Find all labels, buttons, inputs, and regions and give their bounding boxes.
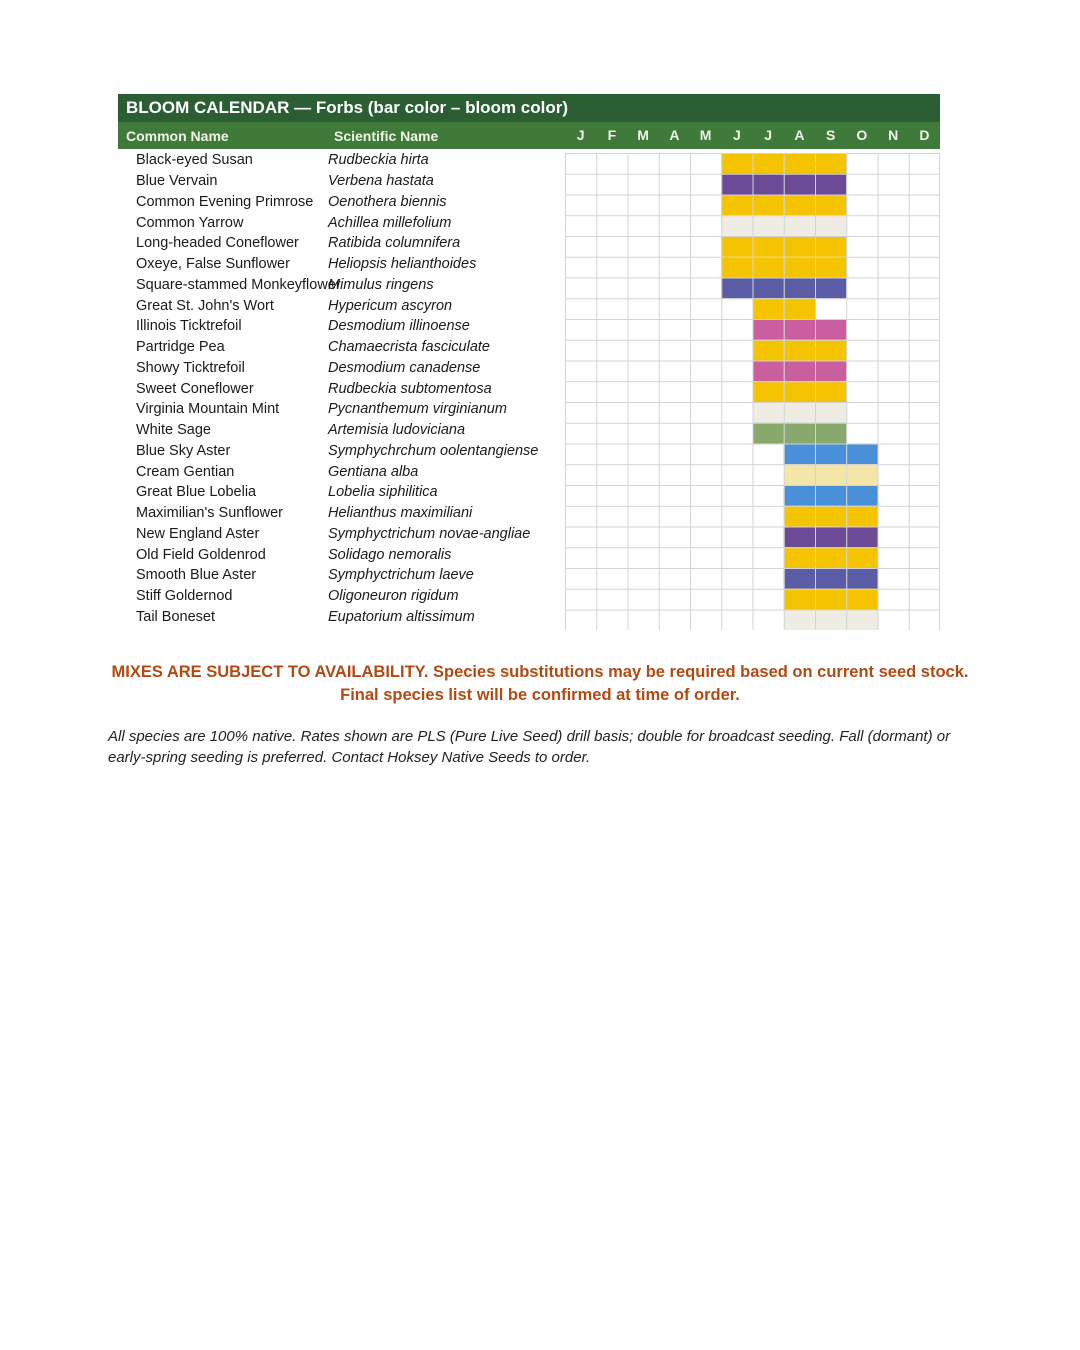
species-row: [118, 358, 565, 379]
month-header: A: [669, 127, 680, 143]
bloom-cell: [721, 174, 752, 195]
calendar-title: BLOOM CALENDAR — Forbs (bar color – bloom color): [118, 94, 940, 122]
bloom-cell: [784, 361, 815, 382]
species-row: [118, 254, 565, 275]
month-header: M: [699, 127, 712, 143]
month-header: O: [856, 127, 868, 143]
bloom-cell: [721, 153, 752, 174]
bloom-cell: [784, 381, 815, 402]
bloom-cell: [753, 195, 784, 216]
bloom-cell: [846, 589, 877, 610]
bloom-cell: [815, 257, 846, 278]
bloom-cell: [815, 381, 846, 402]
bloom-cell: [753, 153, 784, 174]
bloom-cell: [753, 381, 784, 402]
month-header: J: [764, 127, 773, 143]
bloom-cell: [784, 568, 815, 589]
common-name: Partridge Pea: [136, 339, 225, 356]
bloom-cell: [784, 444, 815, 465]
bloom-cell: [846, 506, 877, 527]
scientific-name: Ratibida columnifera: [328, 235, 461, 252]
bloom-cell: [815, 215, 846, 236]
scientific-name-header: Scientific Name: [334, 127, 439, 144]
bloom-cell: [784, 298, 815, 319]
species-row: [118, 503, 565, 524]
bloom-cell: [815, 195, 846, 216]
common-name: Great St. John's Wort: [136, 297, 274, 314]
bloom-cell: [753, 278, 784, 299]
common-name: Square-stammed Monkeyflower: [136, 276, 341, 293]
scientific-name: Pycnanthemum virginianum: [328, 401, 507, 418]
scientific-name: Gentiana alba: [328, 463, 419, 480]
scientific-name: Hypericum ascyron: [328, 297, 453, 314]
bloom-calendar: [118, 94, 940, 630]
bloom-cell: [815, 464, 846, 485]
species-row: [118, 565, 565, 586]
bloom-cell: [784, 278, 815, 299]
species-row: [118, 212, 565, 233]
bloom-cell: [784, 174, 815, 195]
bloom-cell: [784, 506, 815, 527]
bloom-cell: [815, 361, 846, 382]
bloom-cell: [815, 527, 846, 548]
scientific-name: Oenothera biennis: [328, 193, 447, 210]
bloom-cell: [721, 278, 752, 299]
bloom-cell: [784, 195, 815, 216]
bloom-cell: [815, 236, 846, 257]
bloom-cell: [815, 547, 846, 568]
common-name: Showy Ticktrefoil: [136, 359, 245, 376]
species-row: [118, 441, 565, 462]
month-header: J: [732, 127, 741, 143]
common-name: Oxeye, False Sunflower: [136, 256, 290, 273]
month-header: F: [607, 127, 617, 143]
species-row: [118, 482, 565, 503]
species-row: [118, 150, 565, 171]
bloom-cell: [753, 174, 784, 195]
scientific-name: Heliopsis helianthoides: [328, 256, 477, 273]
bloom-cell: [753, 257, 784, 278]
bloom-grid: [565, 153, 940, 630]
scientific-name: Rudbeckia subtomentosa: [328, 380, 492, 397]
common-name: Tail Boneset: [136, 608, 215, 625]
bloom-cell: [784, 257, 815, 278]
bloom-cell: [784, 485, 815, 506]
bloom-cell: [753, 319, 784, 340]
bloom-cell: [784, 464, 815, 485]
species-row: [118, 420, 565, 441]
month-header: S: [825, 127, 836, 143]
common-name: Great Blue Lobelia: [136, 484, 257, 501]
species-list: [118, 150, 565, 630]
bloom-cell: [784, 236, 815, 257]
bloom-cell: [753, 423, 784, 444]
bloom-cell: [721, 236, 752, 257]
species-row: [118, 607, 565, 628]
bloom-cell: [753, 298, 784, 319]
bloom-cell: [815, 319, 846, 340]
scientific-name: Lobelia siphilitica: [328, 484, 438, 501]
scientific-name: Symphyctrichum novae-angliae: [328, 525, 531, 542]
bloom-cell: [846, 547, 877, 568]
bloom-cell: [721, 195, 752, 216]
scientific-name: Symphyctrichum laeve: [328, 567, 474, 584]
bloom-cell: [815, 610, 846, 631]
common-name: Common Yarrow: [136, 214, 244, 231]
common-name: Sweet Coneflower: [136, 380, 254, 397]
scientific-name: Achillea millefolium: [328, 214, 452, 231]
bloom-cell: [815, 340, 846, 361]
calendar-body: [118, 150, 940, 630]
common-name: Black-eyed Susan: [136, 152, 253, 169]
bloom-cell: [784, 319, 815, 340]
species-row: [118, 461, 565, 482]
common-name: Cream Gentian: [136, 463, 235, 480]
species-row: [118, 337, 565, 358]
species-row: [118, 586, 565, 607]
bloom-cell: [784, 547, 815, 568]
scientific-name: Verbena hastata: [328, 173, 434, 190]
common-name: Old Field Goldenrod: [136, 546, 266, 563]
month-headers: [565, 122, 940, 149]
species-row: [118, 544, 565, 565]
scientific-name: Oligoneuron rigidum: [328, 588, 459, 605]
native-species-footnote: All species are 100% native. Rates shown are PLS (Pure Live Seed) drill basis; double for broadcast seeding. Fall (dormant) or early-spring seeding is preferred. Contact Hoksey Native Seeds to order.: [108, 728, 951, 766]
month-header: A: [794, 127, 805, 143]
bloom-cell: [815, 402, 846, 423]
bloom-cell: [784, 215, 815, 236]
bloom-cell: [784, 153, 815, 174]
bloom-cell: [753, 215, 784, 236]
bloom-cell: [815, 278, 846, 299]
bloom-cell: [753, 340, 784, 361]
bloom-cell: [784, 340, 815, 361]
common-name: Smooth Blue Aster: [136, 567, 257, 584]
common-name: Stiff Goldernod: [136, 588, 233, 605]
common-name: New England Aster: [136, 525, 260, 542]
bloom-cell: [815, 444, 846, 465]
species-row: [118, 378, 565, 399]
scientific-name: Eupatorium altissimum: [328, 608, 475, 625]
bloom-cell: [784, 610, 815, 631]
species-row: [118, 524, 565, 545]
scientific-name: Solidago nemoralis: [328, 546, 452, 563]
scientific-name: Symphychrchum oolentangiense: [328, 442, 539, 459]
scientific-name: Rudbeckia hirta: [328, 152, 429, 169]
bloom-cell: [815, 568, 846, 589]
bloom-cell: [784, 589, 815, 610]
availability-notice: MIXES ARE SUBJECT TO AVAILABILITY. Species substitutions may be required based on current seed stock. Final species list will be confirmed at time of order.: [111, 663, 969, 704]
scientific-name: Mimulus ringens: [328, 276, 434, 293]
bloom-cell: [846, 485, 877, 506]
month-header: M: [637, 127, 649, 143]
species-row: [118, 233, 565, 254]
bloom-cell: [846, 464, 877, 485]
bloom-cell: [815, 506, 846, 527]
common-name: White Sage: [136, 422, 211, 439]
species-row: [118, 316, 565, 337]
bloom-grid-wrap: [565, 150, 940, 630]
bloom-cell: [815, 589, 846, 610]
scientific-name: Artemisia ludoviciana: [328, 422, 466, 439]
scientific-name: Desmodium canadense: [328, 359, 481, 376]
bloom-cell: [846, 444, 877, 465]
bloom-cell: [815, 423, 846, 444]
common-name: Maximilian's Sunflower: [136, 505, 284, 522]
common-name: Illinois Ticktrefoil: [136, 318, 242, 335]
bloom-cell: [784, 527, 815, 548]
bloom-cell: [784, 402, 815, 423]
bloom-cell: [815, 485, 846, 506]
scientific-name: Desmodium illinoense: [328, 318, 470, 335]
bloom-cell: [846, 568, 877, 589]
bloom-cell: [815, 153, 846, 174]
bloom-cell: [753, 236, 784, 257]
common-name: Blue Sky Aster: [136, 442, 231, 459]
bloom-cell: [753, 402, 784, 423]
bloom-cell: [721, 215, 752, 236]
species-row: [118, 192, 565, 213]
species-row: [118, 399, 565, 420]
bloom-cell: [784, 423, 815, 444]
bloom-cell: [753, 361, 784, 382]
scientific-name: Chamaecrista fasciculate: [328, 339, 490, 356]
month-header: J: [576, 127, 585, 143]
bloom-cell: [721, 257, 752, 278]
common-name: Long-headed Coneflower: [136, 235, 299, 252]
common-name: Virginia Mountain Mint: [136, 401, 280, 418]
month-header: N: [888, 127, 899, 143]
calendar-header-row: [118, 122, 940, 149]
common-name: Common Evening Primrose: [136, 193, 314, 210]
species-row: [118, 295, 565, 316]
common-name: Blue Vervain: [136, 173, 218, 190]
common-name-header: Common Name: [126, 127, 229, 144]
bloom-cell: [846, 610, 877, 631]
month-header: D: [919, 127, 930, 143]
bloom-cell: [815, 174, 846, 195]
species-row: [118, 275, 565, 296]
scientific-name: Helianthus maximiliani: [328, 505, 473, 522]
species-row: [118, 171, 565, 192]
bloom-cell: [846, 527, 877, 548]
